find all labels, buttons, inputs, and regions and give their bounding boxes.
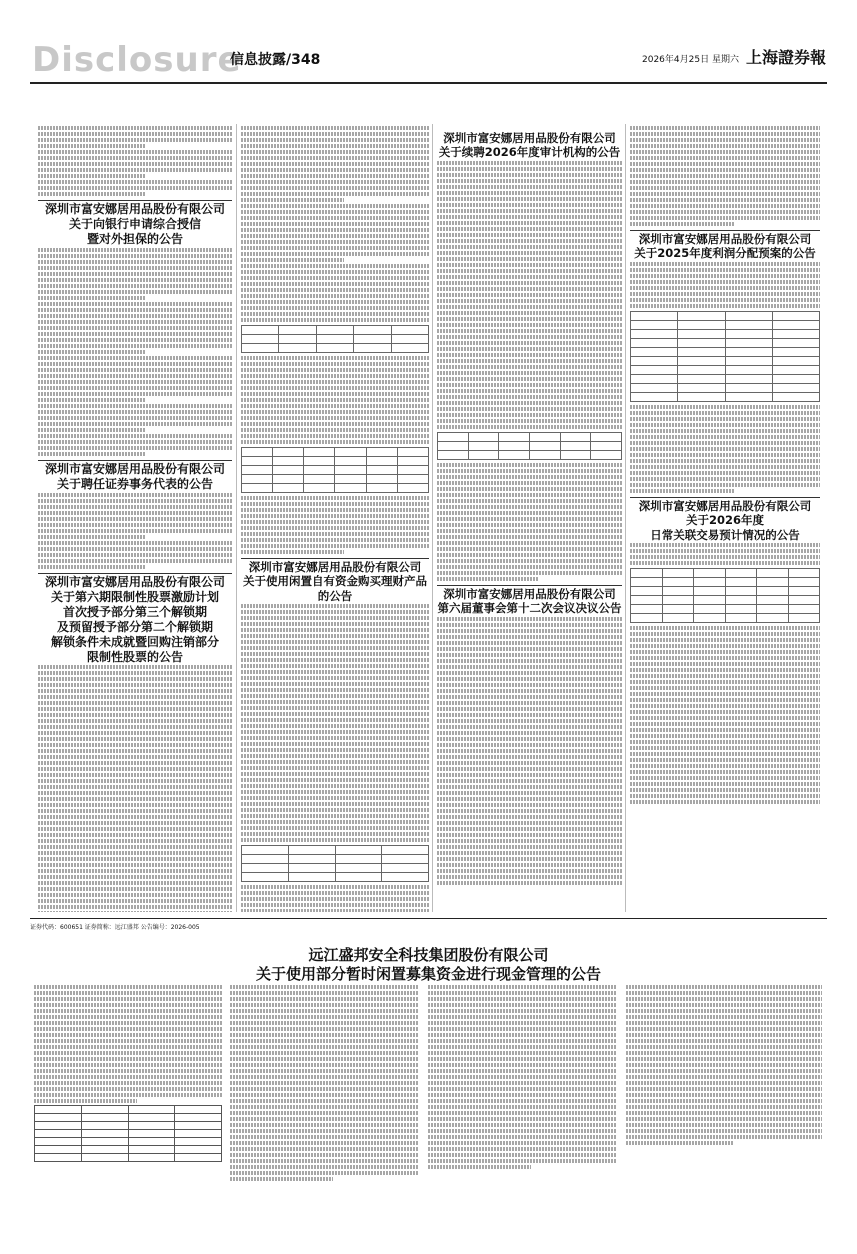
bottom-column-4 <box>626 985 822 1217</box>
notice-title: 深圳市富安娜居用品股份有限公司 关于2025年度利润分配预案的公告 <box>634 232 816 261</box>
notice-title: 深圳市富安娜居用品股份有限公司 关于续聘2026年度审计机构的公告 <box>438 131 621 160</box>
column-divider <box>625 124 626 912</box>
section-logo: Disclosure <box>32 40 242 80</box>
notice-title: 深圳市富安娜居用品股份有限公司 关于聘任证券事务代表的公告 <box>44 461 225 491</box>
bottom-column-3 <box>428 985 616 1217</box>
notice-title: 深圳市富安娜居用品股份有限公司 关于第六期限制性股票激励计划 首次授予部分第三个解锁期 及预留授予部分第二个解锁期 解锁条件未成就暨回购注销部分 限制性股票的公告 <box>44 574 225 664</box>
masthead <box>30 38 827 84</box>
notice-title: 深圳市富安娜居用品股份有限公司 关于向银行申请综合授信 暨对外担保的公告 <box>44 202 225 246</box>
issue-date: 2026年4月25日 星期六 <box>642 55 739 65</box>
data-table <box>241 845 429 882</box>
notice-subtitle: 关于使用部分暂时闲置募集资金进行现金管理的公告 <box>255 965 601 983</box>
data-table <box>630 568 820 623</box>
bottom-column-2 <box>230 985 418 1217</box>
newspaper-name: 上海證券報 <box>746 48 827 67</box>
column-4 <box>630 126 820 912</box>
notice-header: 证券代码：600651 证券简称：远江盛邦 公告编号：2026-005 <box>30 924 200 931</box>
column-divider <box>236 124 237 912</box>
column-2 <box>241 126 429 912</box>
notice-title: 深圳市富安娜居用品股份有限公司 第六届董事会第十二次会议决议公告 <box>437 586 622 616</box>
data-table <box>34 1105 222 1162</box>
data-table <box>241 447 429 493</box>
bottom-column-1 <box>34 985 222 1217</box>
column-divider <box>432 124 433 912</box>
data-table <box>241 325 429 353</box>
column-3 <box>437 126 622 912</box>
notice-title: 深圳市富安娜居用品股份有限公司 关于2026年度 日常关联交易预计情况的公告 <box>638 498 812 542</box>
data-table <box>630 311 820 402</box>
section-title: 信息披露/348 <box>230 52 321 68</box>
column-1 <box>38 126 232 912</box>
notice-title: 深圳市富安娜居用品股份有限公司 关于使用闲置自有资金购买理财产品 的公告 <box>243 560 427 603</box>
notice-title: 远江盛邦安全科技集团股份有限公司 <box>308 946 549 964</box>
data-table <box>437 432 622 460</box>
